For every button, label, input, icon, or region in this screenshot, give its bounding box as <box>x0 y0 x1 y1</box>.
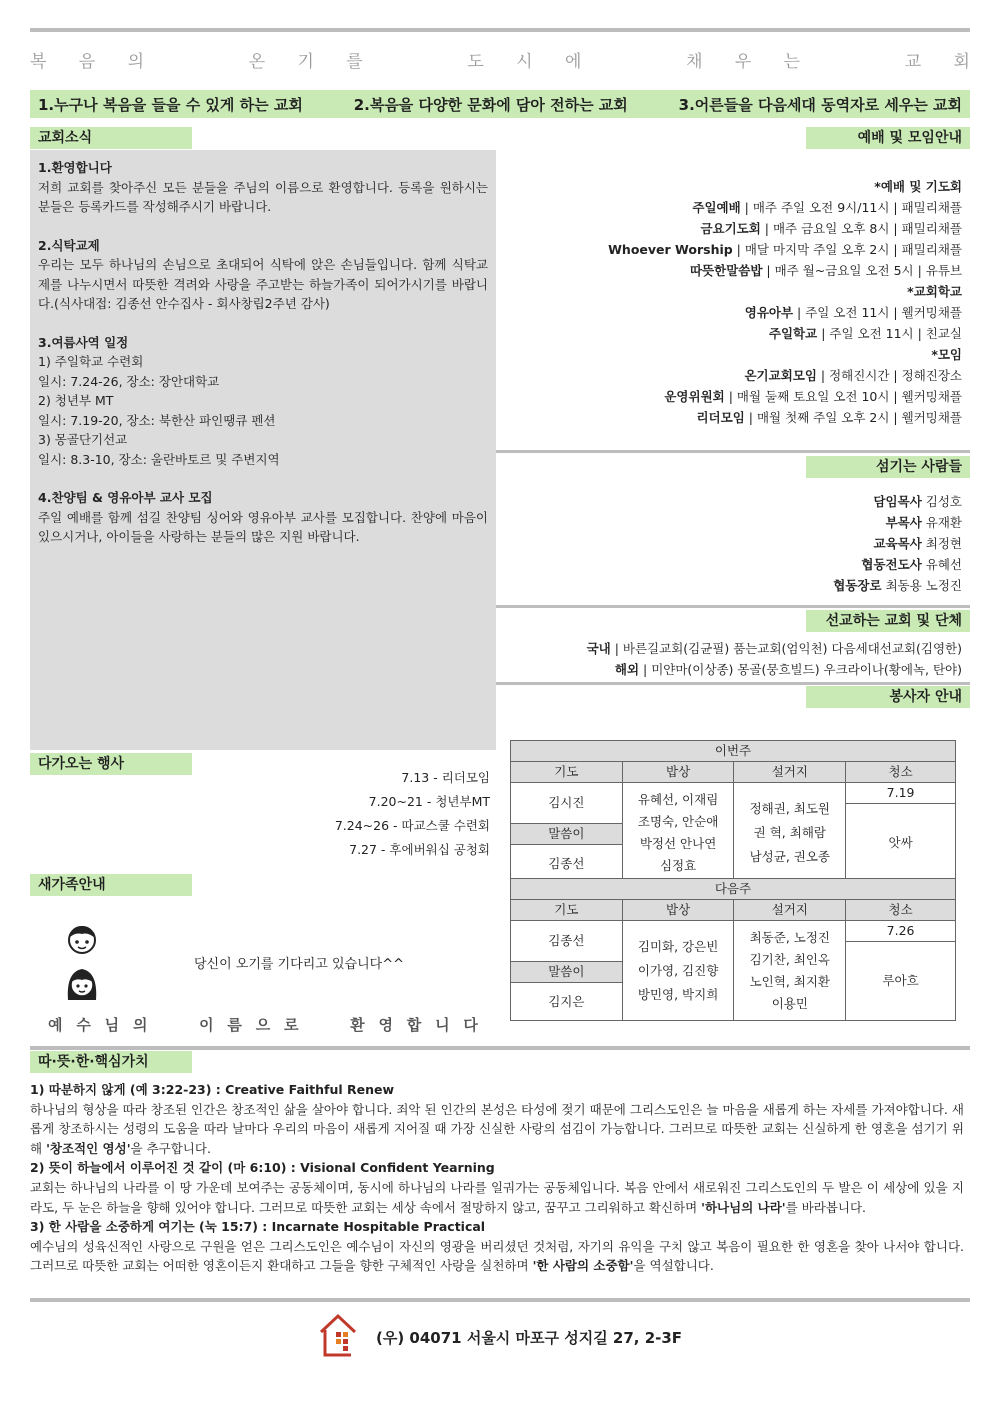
column-header: 기도 <box>511 900 623 921</box>
column-header: 설거지 <box>734 900 846 921</box>
column-header: 청소 <box>846 762 956 783</box>
news-item-line: 일시: 7.24-26, 장소: 장안대학교 <box>38 373 220 389</box>
core-divider <box>30 1046 970 1050</box>
event-item: 7.24~26 - 따교스쿨 수련회 <box>334 818 490 833</box>
vision-item: 1.누구나 복음을 들을 수 있게 하는 교회 <box>38 95 303 114</box>
news-item-line: 1) 주일학교 수련회 <box>38 354 144 369</box>
worship-row: 리더모임 | 매월 첫째 주일 오후 2시 | 웰커밍채플 <box>696 410 962 425</box>
servers-header: 섬기는 사람들 <box>806 456 970 478</box>
worship-row: 주일학교 | 주일 오전 11시 | 친교실 <box>768 326 962 341</box>
news-item-line: 2) 청년부 MT <box>38 393 114 408</box>
core-item-title: 1) 따분하지 않게 (예 3:22-23) : Creative Faithful Renew <box>30 1082 395 1097</box>
events-list <box>200 766 490 862</box>
server-row: 협동장로 최동용 노정진 <box>833 578 962 593</box>
worship-row: 영유아부 | 주일 오전 11시 | 웰커밍채플 <box>744 305 962 320</box>
missions-header: 선교하는 교회 및 단체 <box>806 610 970 632</box>
core-item-title: 3) 한 사람을 소중하게 여기는 (눅 15:7) : Incarnate Hospitable Practical <box>30 1219 486 1235</box>
slogan-char: 기 <box>297 51 314 72</box>
news-item-title: 4.찬양팀 & 영유아부 교사 모집 <box>38 490 213 505</box>
server-row: 담임목사 김성호 <box>873 494 962 509</box>
dish-cell: 정해권, 최도원 권 혁, 최해람 남성균, 권오종 <box>734 783 846 883</box>
core-item-body: 예수님의 성육신적인 사랑으로 구원을 얻은 그리스도인은 예수님이 자신의 영광을 버리셨던 것처럼, 자기의 유익을 구치 않고 복음이 필요한 한 영혼을 찾아 나서야 합니다. 그러므로 따뜻한 교회는 어떠한 영혼이든지 환대하고 그들을 향한 구체적인 사랑을 실천하며 '한 사람의 소중함'을 역설합니다. <box>30 1238 964 1274</box>
church-address: (우) 04071 서울시 마포구 성지길 27, 2-3F <box>376 1329 683 1347</box>
column-header: 밥상 <box>622 900 734 921</box>
vision-bar <box>30 90 970 118</box>
column-header: 설거지 <box>734 762 846 783</box>
boy-face-icon <box>66 922 98 959</box>
news-item-title: 1.환영합니다 <box>38 160 112 175</box>
volunteer-header: 봉사자 안내 <box>806 686 970 708</box>
slogan-char: 시 <box>516 51 533 72</box>
prayer-cell: 김종선 <box>511 921 623 962</box>
slogan-char: 교 <box>904 51 922 72</box>
news-item-title: 3.여름사역 일정 <box>38 334 129 350</box>
next-week-table <box>510 878 956 1021</box>
table-title: 다음주 <box>511 879 956 900</box>
worship-header: 예배 및 모임안내 <box>806 127 970 149</box>
family-waiting-text: 당신이 오기를 기다리고 있습니다^^ <box>194 957 404 972</box>
server-row: 교육목사 최정현 <box>873 536 962 551</box>
worship-row: 따뜻한말씀밥 | 매주 월~금요일 오전 5시 | 유튜브 <box>689 263 962 278</box>
server-row: 협동전도사 유혜선 <box>861 557 962 572</box>
event-item: 7.13 - 리더모임 <box>401 770 490 785</box>
mission-row: 국내 | 바른길교회(김균필) 품는교회(엄익천) 다음세대선교회(김영한) <box>586 641 962 656</box>
slogan-char: 복 <box>30 51 47 72</box>
worship-list <box>502 176 962 428</box>
news-header: 교회소식 <box>30 127 192 149</box>
core-values <box>30 1080 964 1276</box>
slogan-char: 채 <box>686 51 703 72</box>
church-slogan <box>30 44 970 74</box>
missions-list <box>502 638 962 680</box>
word-cell: 김종선 <box>511 845 623 883</box>
news-item-line: 일시: 8.3-10, 장소: 울란바토르 및 주변지역 <box>38 451 280 467</box>
clean-date-cell: 7.19 <box>846 783 956 804</box>
worship-subheader: *교회학교 <box>907 284 962 299</box>
vision-item: 2.복음을 다양한 문화에 담아 전하는 교회 <box>353 95 628 114</box>
slogan-char: 회 <box>953 51 970 72</box>
news-item-text: 저희 교회를 찾아주신 모든 분들을 주님의 이름으로 환영합니다. 등록을 원하시는 분들은 등록카드를 작성해주시기 바랍니다. <box>38 179 488 214</box>
slogan-char: 온 <box>248 51 266 72</box>
table-title: 이번주 <box>511 741 956 762</box>
worship-subheader: *예배 및 기도회 <box>874 179 962 194</box>
core-item-title: 2) 뜻이 하늘에서 이루어진 것 같이 (마 6:10) : Visional Confident Yearning <box>30 1160 495 1176</box>
dish-cell: 최동준, 노정진 김기찬, 최인옥 노인혁, 최지환 이용민 <box>734 921 846 1021</box>
vision-item: 3.어른들을 다음세대 동역자로 세우는 교회 <box>678 95 962 114</box>
worship-subheader: *모임 <box>931 347 962 362</box>
column-header: 밥상 <box>622 762 734 783</box>
clean-date-cell: 7.26 <box>846 921 956 942</box>
word-label-cell: 말씀이 <box>511 962 623 983</box>
events-header: 다가오는 행사 <box>30 753 192 775</box>
clean-cell: 루아흐 <box>846 942 956 1021</box>
news-item-title: 2.식탁교제 <box>38 237 100 253</box>
prayer-cell: 김시진 <box>511 783 623 824</box>
slogan-char: 도 <box>467 51 484 72</box>
core-item-body: 하나님의 형상을 따라 창조된 인간은 창조적인 삶을 살아야 합니다. 죄악 된 인간의 본성은 타성에 젖기 때문에 그리스도인은 늘 마음을 새롭게 하는 자세를 가져야합니다. 새롭게 창조하시는 성령의 도움을 따라 날마다 우리의 마음이 새롭게 지어질 때 가장 신실한 사랑의 섬김이 가능합니다. 그러므로 따뜻한 교회는 신실하게 한 영혼을 섬기기 위해 '창조적인 영성'을 추구합니다. <box>30 1101 964 1156</box>
clean-cell: 앗싸 <box>846 804 956 883</box>
word-cell: 김지은 <box>511 983 623 1021</box>
event-item: 7.20~21 - 청년부MT <box>368 794 490 809</box>
girl-face-icon <box>64 966 100 1005</box>
worship-row: 금요기도회 | 매주 금요일 오후 8시 | 패밀리채플 <box>700 221 962 236</box>
column-header: 청소 <box>846 900 956 921</box>
worship-row: Whoever Worship | 매달 마지막 주일 오후 2시 | 패밀리채플 <box>608 242 962 257</box>
worship-row: 운영위원회 | 매월 둘째 토요일 오전 10시 | 웰커밍채플 <box>664 389 962 404</box>
slogan-char: 의 <box>127 51 144 72</box>
slogan-char: 에 <box>564 51 582 72</box>
volunteer-divider <box>496 682 970 685</box>
missions-divider <box>496 605 970 608</box>
news-item-line: 3) 몽골단기선교 <box>38 432 128 447</box>
top-divider <box>30 28 970 32</box>
column-header: 기도 <box>511 762 623 783</box>
family-header: 새가족안내 <box>30 874 192 896</box>
worship-row: 주일예배 | 매주 주일 오전 9시/11시 | 패밀리채플 <box>692 200 962 215</box>
family-welcome-text: 예 수 님 의 이 름 으 로 환 영 합 니 다 <box>48 1016 478 1034</box>
slogan-char: 음 <box>78 51 96 72</box>
servers-list <box>662 491 962 596</box>
meal-cell: 유혜선, 이재림 조명숙, 안순애 박정선 안나연 심정효 <box>622 783 734 883</box>
this-week-table <box>510 740 956 883</box>
mission-row: 해외 | 미얀마(이상종) 몽골(뭉흐빌드) 우크라이나(황에녹, 탄야) <box>614 662 962 677</box>
slogan-char: 우 <box>734 51 752 72</box>
slogan-char: 는 <box>783 51 801 72</box>
news-item-text: 우리는 모두 하나님의 손님으로 초대되어 식탁에 앉은 손님들입니다. 함께 식탁교제를 나누시면서 따뜻한 격려와 사랑을 주고받는 하늘가족이 되어가시기를 바랍니다.(식사대접: 김종선 안수집사 - 회사창립2주년 감사) <box>38 257 488 311</box>
news-panel <box>30 150 496 750</box>
news-item-line: 일시: 7.19-20, 장소: 북한산 파인땡큐 펜션 <box>38 412 276 428</box>
church-house-logo-icon <box>318 1312 358 1361</box>
core-header: 따·뜻·한·핵심가치 <box>30 1051 192 1073</box>
servers-divider <box>496 450 970 453</box>
event-item: 7.27 - 후에버워십 공청회 <box>349 842 490 857</box>
server-row: 부목사 유재환 <box>885 515 962 530</box>
worship-row: 온기교회모임 | 정해진시간 | 정해진장소 <box>744 368 962 383</box>
slogan-char: 를 <box>346 51 363 72</box>
core-item-body: 교회는 하나님의 나라를 이 땅 가운데 보여주는 공동체이며, 동시에 하나님의 나라를 일궈가는 공동체입니다. 복음 안에서 새로워진 그리스도인의 두 발은 이 세상에 있을 지라도, 두 눈은 하늘을 향해 있어야 합니다. 그러므로 따뜻한 교회는 세상 속에서 절망하지 않고, 꿈꾸고 그리워하고 확신하며 '하나님의 나라'를 바라봅니다. <box>30 1179 964 1215</box>
news-item-text: 주일 예배를 함께 섬길 찬양팀 싱어와 영유아부 교사를 모집합니다. 찬양에 마음이 있으시거나, 아이들을 사랑하는 분들의 많은 지원 바랍니다. <box>38 509 488 544</box>
meal-cell: 김미화, 강은빈 이가영, 김진향 방민영, 박지희 <box>622 921 734 1021</box>
bottom-divider <box>30 1298 970 1302</box>
word-label-cell: 말씀이 <box>511 824 623 845</box>
